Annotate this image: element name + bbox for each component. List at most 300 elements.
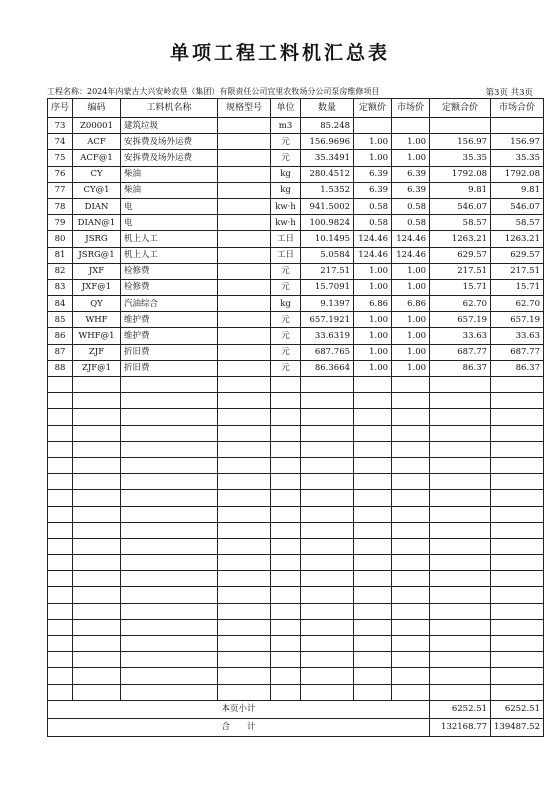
quota-price-cell: 1.00 [354, 263, 392, 279]
code-cell: CY@1 [73, 182, 121, 198]
market-total-cell: 15.71 [491, 279, 544, 295]
seq-cell [48, 636, 73, 652]
quota-price-cell [354, 636, 392, 652]
spec-cell [218, 490, 271, 506]
table-row [48, 247, 544, 263]
market-price-cell [392, 571, 430, 587]
name-cell [121, 506, 218, 522]
spec-cell [218, 118, 271, 134]
code-cell [73, 409, 121, 425]
name-cell: 检修费 [121, 279, 218, 295]
quota-price-cell [354, 587, 392, 603]
qty-cell: 941.5002 [301, 198, 354, 214]
unit-cell [271, 636, 301, 652]
table-row [48, 263, 544, 279]
spec-cell [218, 668, 271, 684]
quota-total-cell: 1263.21 [430, 231, 491, 247]
name-cell: 机上人工 [121, 231, 218, 247]
market-total-cell [491, 409, 544, 425]
unit-cell [271, 652, 301, 668]
market-price-cell: 1.00 [392, 312, 430, 328]
quota-price-cell: 6.39 [354, 182, 392, 198]
blank-row [48, 684, 544, 700]
market-price-cell: 1.00 [392, 134, 430, 150]
code-cell [73, 587, 121, 603]
quota-total-cell: 687.77 [430, 344, 491, 360]
blank-row [48, 425, 544, 441]
market-total-cell [491, 474, 544, 490]
quota-total-cell: 156.97 [430, 134, 491, 150]
seq-cell: 75 [48, 150, 73, 166]
name-cell: 维护费 [121, 312, 218, 328]
material-summary-table [47, 98, 544, 737]
market-total-cell: 217.51 [491, 263, 544, 279]
quota-total-cell: 86.37 [430, 360, 491, 376]
header-cell: 规格型号 [218, 99, 271, 118]
table-row [48, 150, 544, 166]
blank-row [48, 393, 544, 409]
name-cell [121, 490, 218, 506]
unit-cell: m3 [271, 118, 301, 134]
market-price-cell: 0.58 [392, 198, 430, 214]
name-cell [121, 409, 218, 425]
seq-cell [48, 619, 73, 635]
spec-cell [218, 182, 271, 198]
unit-cell: 元 [271, 150, 301, 166]
table-row [48, 296, 544, 312]
table-row [48, 279, 544, 295]
market-total-cell: 9.81 [491, 182, 544, 198]
quota-total-cell: 217.51 [430, 263, 491, 279]
market-total-cell [491, 118, 544, 134]
seq-cell: 86 [48, 328, 73, 344]
market-price-cell [392, 668, 430, 684]
header-cell: 编码 [73, 99, 121, 118]
market-total-cell [491, 603, 544, 619]
code-cell: ZJF [73, 344, 121, 360]
code-cell [73, 668, 121, 684]
market-price-cell: 124.46 [392, 247, 430, 263]
quota-total-cell [430, 490, 491, 506]
spec-cell [218, 571, 271, 587]
code-cell [73, 425, 121, 441]
qty-cell [301, 490, 354, 506]
name-cell [121, 457, 218, 473]
quota-total-cell [430, 457, 491, 473]
unit-cell: kw·h [271, 198, 301, 214]
name-cell: 柴油 [121, 166, 218, 182]
market-price-cell: 6.39 [392, 166, 430, 182]
blank-row [48, 538, 544, 554]
unit-cell [271, 603, 301, 619]
market-total-cell: 86.37 [491, 360, 544, 376]
code-cell [73, 619, 121, 635]
code-cell: JSRG@1 [73, 247, 121, 263]
market-price-cell [392, 393, 430, 409]
qty-cell: 10.1495 [301, 231, 354, 247]
seq-cell [48, 474, 73, 490]
grand-total-market: 139487.52 [491, 718, 544, 736]
spec-cell [218, 166, 271, 182]
unit-cell [271, 425, 301, 441]
name-cell: 汽油综合 [121, 296, 218, 312]
spec-cell [218, 198, 271, 214]
unit-cell [271, 506, 301, 522]
blank-row [48, 377, 544, 393]
code-cell [73, 636, 121, 652]
table-row [48, 166, 544, 182]
quota-price-cell: 1.00 [354, 344, 392, 360]
seq-cell: 73 [48, 118, 73, 134]
market-total-cell: 1263.21 [491, 231, 544, 247]
spec-cell [218, 393, 271, 409]
market-total-cell: 546.07 [491, 198, 544, 214]
name-cell [121, 587, 218, 603]
market-total-cell: 687.77 [491, 344, 544, 360]
qty-cell: 86.3664 [301, 360, 354, 376]
quota-price-cell: 124.46 [354, 231, 392, 247]
qty-cell: 687.765 [301, 344, 354, 360]
unit-cell [271, 619, 301, 635]
unit-cell [271, 393, 301, 409]
market-total-cell [491, 684, 544, 700]
quota-price-cell [354, 571, 392, 587]
code-cell: ZJF@1 [73, 360, 121, 376]
code-cell [73, 506, 121, 522]
blank-row [48, 587, 544, 603]
grand-total-row [48, 718, 544, 736]
seq-cell [48, 587, 73, 603]
blank-row [48, 490, 544, 506]
code-cell [73, 652, 121, 668]
seq-cell: 80 [48, 231, 73, 247]
market-price-cell [392, 441, 430, 457]
quota-price-cell: 1.00 [354, 328, 392, 344]
seq-cell [48, 538, 73, 554]
spec-cell [218, 231, 271, 247]
name-cell [121, 441, 218, 457]
quota-total-cell [430, 684, 491, 700]
spec-cell [218, 538, 271, 554]
qty-cell: 657.1921 [301, 312, 354, 328]
quota-price-cell: 1.00 [354, 360, 392, 376]
quota-price-cell: 1.00 [354, 150, 392, 166]
quota-total-cell [430, 652, 491, 668]
unit-cell: 元 [271, 263, 301, 279]
market-total-cell [491, 490, 544, 506]
name-cell [121, 636, 218, 652]
spec-cell [218, 425, 271, 441]
blank-row [48, 441, 544, 457]
table-row [48, 312, 544, 328]
qty-cell [301, 636, 354, 652]
code-cell [73, 603, 121, 619]
market-price-cell: 6.39 [392, 182, 430, 198]
unit-cell [271, 490, 301, 506]
blank-row [48, 603, 544, 619]
name-cell: 柴油 [121, 182, 218, 198]
name-cell [121, 377, 218, 393]
spec-cell [218, 474, 271, 490]
table-row [48, 328, 544, 344]
quota-total-cell: 9.81 [430, 182, 491, 198]
qty-cell [301, 506, 354, 522]
qty-cell [301, 668, 354, 684]
quota-price-cell [354, 619, 392, 635]
quota-price-cell: 6.86 [354, 296, 392, 312]
qty-cell: 35.3491 [301, 150, 354, 166]
unit-cell: 工日 [271, 247, 301, 263]
market-total-cell: 657.19 [491, 312, 544, 328]
qty-cell [301, 619, 354, 635]
unit-cell [271, 409, 301, 425]
quota-price-cell [354, 668, 392, 684]
market-price-cell [392, 603, 430, 619]
unit-cell: 元 [271, 134, 301, 150]
name-cell [121, 393, 218, 409]
market-price-cell [392, 425, 430, 441]
market-total-cell [491, 441, 544, 457]
quota-total-cell [430, 118, 491, 134]
spec-cell [218, 441, 271, 457]
market-total-cell: 58.57 [491, 215, 544, 231]
seq-cell [48, 522, 73, 538]
name-cell: 折旧费 [121, 344, 218, 360]
blank-row [48, 506, 544, 522]
header-cell: 工料机名称 [121, 99, 218, 118]
market-price-cell: 1.00 [392, 279, 430, 295]
market-total-cell: 629.57 [491, 247, 544, 263]
market-price-cell [392, 684, 430, 700]
quota-total-cell [430, 441, 491, 457]
code-cell [73, 684, 121, 700]
seq-cell [48, 603, 73, 619]
header-cell: 单位 [271, 99, 301, 118]
quota-total-cell [430, 636, 491, 652]
code-cell [73, 571, 121, 587]
qty-cell: 5.0584 [301, 247, 354, 263]
quota-total-cell: 58.57 [430, 215, 491, 231]
quota-price-cell: 1.00 [354, 279, 392, 295]
seq-cell: 85 [48, 312, 73, 328]
unit-cell: 元 [271, 344, 301, 360]
name-cell: 折旧费 [121, 360, 218, 376]
table-row [48, 198, 544, 214]
name-cell [121, 668, 218, 684]
quota-price-cell [354, 538, 392, 554]
name-cell: 维护费 [121, 328, 218, 344]
header-row [48, 99, 544, 118]
quota-total-cell: 15.71 [430, 279, 491, 295]
market-price-cell [392, 652, 430, 668]
code-cell: ACF@1 [73, 150, 121, 166]
unit-cell: 元 [271, 360, 301, 376]
seq-cell [48, 393, 73, 409]
code-cell: QY [73, 296, 121, 312]
seq-cell [48, 457, 73, 473]
quota-total-cell: 35.35 [430, 150, 491, 166]
quota-total-cell: 62.70 [430, 296, 491, 312]
unit-cell: 元 [271, 279, 301, 295]
seq-cell [48, 684, 73, 700]
qty-cell [301, 425, 354, 441]
market-price-cell: 124.46 [392, 231, 430, 247]
code-cell: WHF [73, 312, 121, 328]
name-cell [121, 603, 218, 619]
code-cell: DIAN [73, 198, 121, 214]
unit-cell [271, 377, 301, 393]
name-cell [121, 522, 218, 538]
market-total-cell: 156.97 [491, 134, 544, 150]
qty-cell: 33.6319 [301, 328, 354, 344]
market-price-cell: 1.00 [392, 150, 430, 166]
code-cell [73, 474, 121, 490]
seq-cell [48, 555, 73, 571]
header-cell: 序号 [48, 99, 73, 118]
spec-cell [218, 247, 271, 263]
quota-total-cell [430, 555, 491, 571]
blank-row [48, 555, 544, 571]
page-subtotal-row [48, 700, 544, 718]
market-total-cell [491, 571, 544, 587]
seq-cell [48, 425, 73, 441]
market-price-cell [392, 555, 430, 571]
qty-cell [301, 538, 354, 554]
spec-cell [218, 522, 271, 538]
code-cell: JSRG [73, 231, 121, 247]
blank-row [48, 474, 544, 490]
market-price-cell [392, 506, 430, 522]
table-row [48, 134, 544, 150]
qty-cell: 100.9824 [301, 215, 354, 231]
qty-cell [301, 555, 354, 571]
market-total-cell [491, 636, 544, 652]
market-total-cell [491, 587, 544, 603]
quota-price-cell: 0.58 [354, 198, 392, 214]
page-title: 单项工程工料机汇总表 [169, 42, 390, 64]
code-cell: JXF [73, 263, 121, 279]
market-price-cell: 0.58 [392, 215, 430, 231]
unit-cell [271, 474, 301, 490]
unit-cell: kg [271, 166, 301, 182]
quota-price-cell [354, 457, 392, 473]
market-total-cell [491, 425, 544, 441]
spec-cell [218, 360, 271, 376]
unit-cell: kg [271, 182, 301, 198]
unit-cell [271, 684, 301, 700]
quota-total-cell [430, 619, 491, 635]
seq-cell: 83 [48, 279, 73, 295]
quota-total-cell [430, 668, 491, 684]
seq-cell [48, 409, 73, 425]
blank-row [48, 668, 544, 684]
quota-total-cell [430, 409, 491, 425]
market-total-cell: 33.63 [491, 328, 544, 344]
quota-price-cell [354, 425, 392, 441]
subtotal-label: 本页小计 [48, 700, 430, 718]
quota-price-cell [354, 506, 392, 522]
quota-total-cell: 657.19 [430, 312, 491, 328]
seq-cell: 84 [48, 296, 73, 312]
market-price-cell [392, 118, 430, 134]
market-price-cell [392, 457, 430, 473]
blank-row [48, 409, 544, 425]
unit-cell [271, 587, 301, 603]
header-cell: 定额合价 [430, 99, 491, 118]
code-cell: Z00001 [73, 118, 121, 134]
quota-total-cell [430, 474, 491, 490]
name-cell: 机上人工 [121, 247, 218, 263]
market-total-cell [491, 538, 544, 554]
seq-cell: 82 [48, 263, 73, 279]
seq-cell [48, 668, 73, 684]
market-price-cell: 1.00 [392, 360, 430, 376]
market-total-cell: 1792.08 [491, 166, 544, 182]
unit-cell: kg [271, 296, 301, 312]
market-price-cell [392, 636, 430, 652]
quota-price-cell [354, 118, 392, 134]
market-price-cell: 1.00 [392, 328, 430, 344]
spec-cell [218, 215, 271, 231]
qty-cell [301, 652, 354, 668]
quota-total-cell [430, 571, 491, 587]
blank-row [48, 619, 544, 635]
market-total-cell [491, 619, 544, 635]
qty-cell [301, 522, 354, 538]
quota-price-cell [354, 409, 392, 425]
quota-price-cell [354, 603, 392, 619]
qty-cell [301, 409, 354, 425]
seq-cell: 74 [48, 134, 73, 150]
code-cell [73, 522, 121, 538]
header-cell: 定额价 [354, 99, 392, 118]
unit-cell: 工日 [271, 231, 301, 247]
code-cell [73, 457, 121, 473]
unit-cell [271, 457, 301, 473]
qty-cell [301, 571, 354, 587]
qty-cell: 1.5352 [301, 182, 354, 198]
code-cell: DIAN@1 [73, 215, 121, 231]
qty-cell [301, 377, 354, 393]
code-cell [73, 490, 121, 506]
seq-cell [48, 490, 73, 506]
qty-cell: 217.51 [301, 263, 354, 279]
quota-total-cell [430, 506, 491, 522]
spec-cell [218, 296, 271, 312]
spec-cell [218, 134, 271, 150]
header-cell: 市场合价 [491, 99, 544, 118]
unit-cell [271, 668, 301, 684]
quota-total-cell: 1792.08 [430, 166, 491, 182]
qty-cell [301, 474, 354, 490]
spec-cell [218, 555, 271, 571]
seq-cell [48, 441, 73, 457]
quota-total-cell: 33.63 [430, 328, 491, 344]
quota-price-cell [354, 652, 392, 668]
blank-row [48, 457, 544, 473]
seq-cell [48, 571, 73, 587]
name-cell [121, 684, 218, 700]
header-cell: 市场价 [392, 99, 430, 118]
qty-cell [301, 603, 354, 619]
spec-cell [218, 603, 271, 619]
subtotal-market: 6252.51 [491, 700, 544, 718]
spec-cell [218, 344, 271, 360]
quota-total-cell [430, 393, 491, 409]
market-price-cell [392, 587, 430, 603]
name-cell: 检修费 [121, 263, 218, 279]
qty-cell: 280.4512 [301, 166, 354, 182]
